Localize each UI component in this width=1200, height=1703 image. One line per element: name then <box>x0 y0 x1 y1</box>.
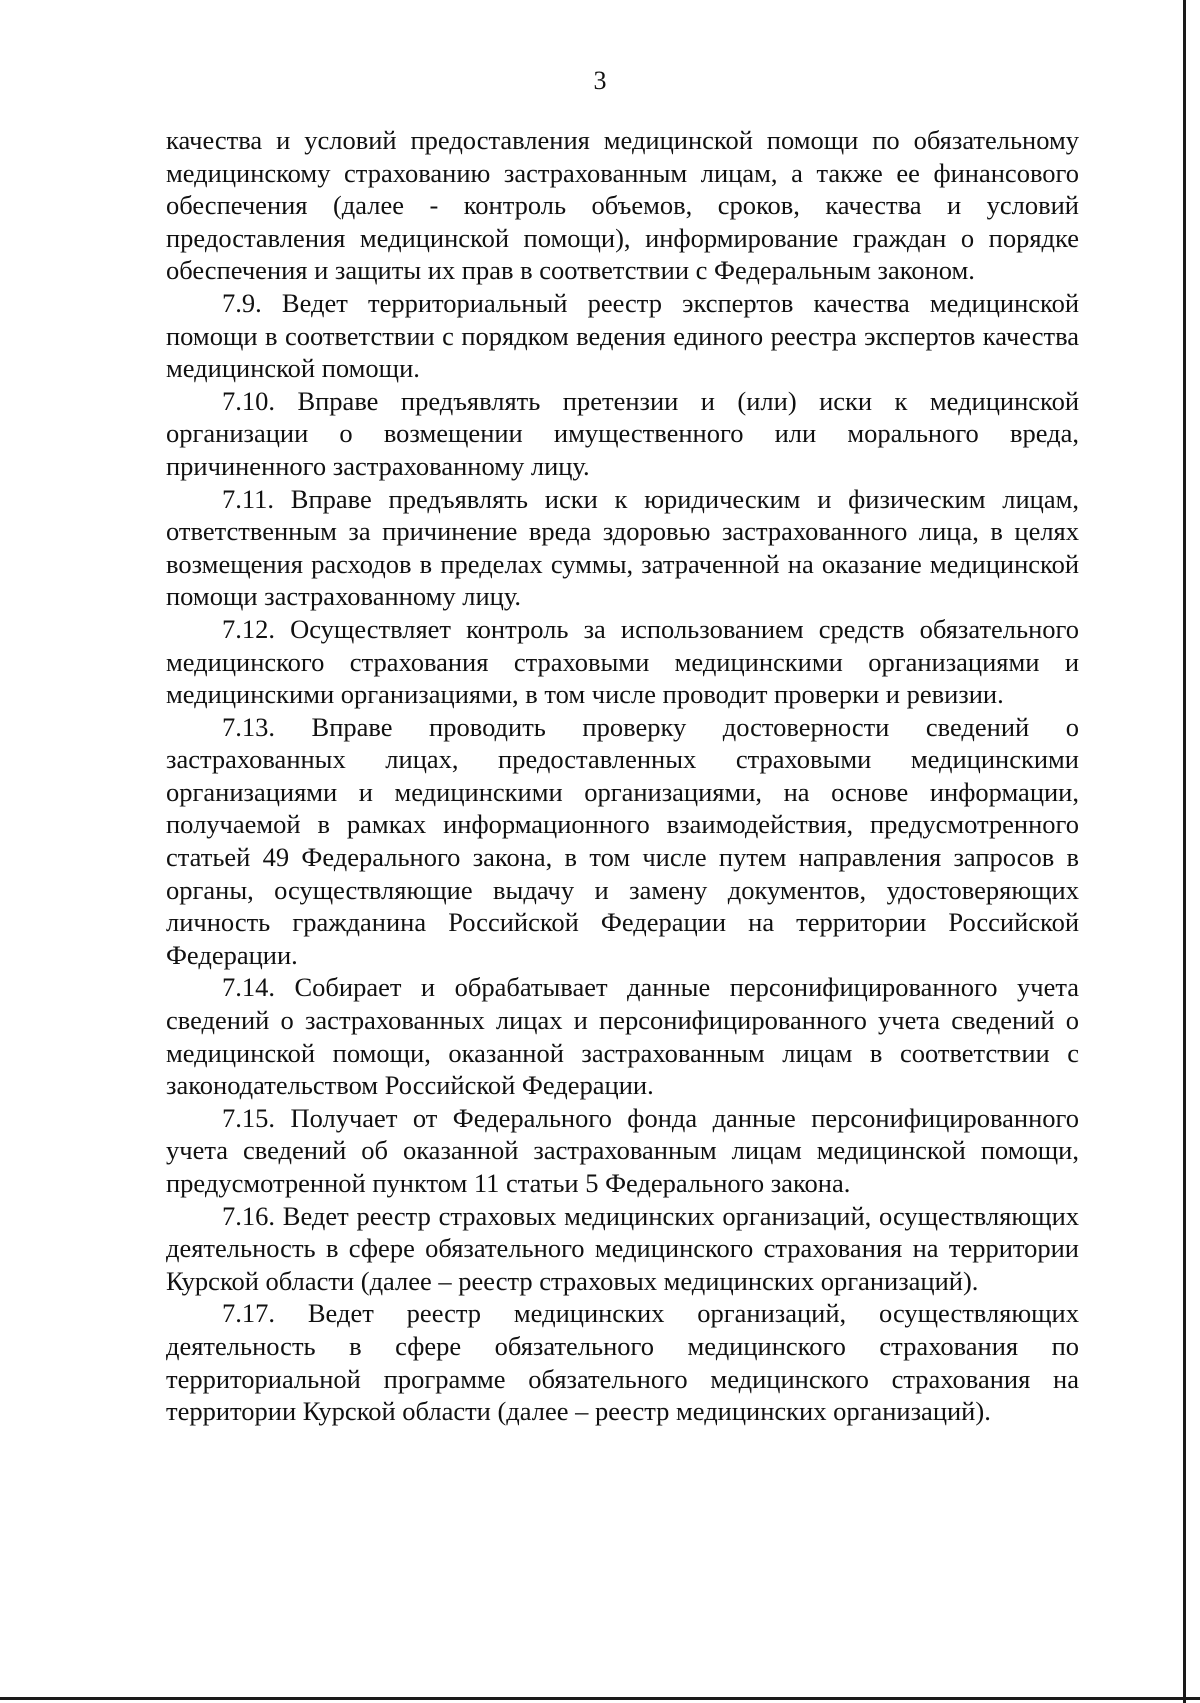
page-number: 3 <box>593 66 607 95</box>
paragraph-7-10: 7.10. Вправе предъявлять претензии и (или) иски к медицинской организации о возмещении имущественного или морального вреда, причиненного застрахованному лицу. <box>166 385 1079 481</box>
paragraph-7-15: 7.15. Получает от Федерального фонда данные персонифицированного учета сведений об оказанной застрахованным лицам медицинской помощи, предусмотренной пунктом 11 статьи 5 Федерального закона. <box>166 1102 1079 1198</box>
paragraph-7-17: 7.17. Ведет реестр медицинских организаций, осуществляющих деятельность в сфере обязательного медицинского страхования по территориальной программе обязательного медицинского страхования на территории Курской области (далее – реестр медицинских организаций). <box>166 1298 1079 1427</box>
paragraph-7-16: 7.16. Ведет реестр страховых медицинских организаций, осуществляющих деятельность в сфере обязательного медицинского страхования на территории Курской области (далее – реестр страховых медицинских организаций). <box>166 1200 1079 1296</box>
paragraph-7-13: 7.13. Вправе проводить проверку достоверности сведений о застрахованных лицах, предоставленных страховыми медицинскими организациями и медицинскими организациями, на основе информации, получаемой в рамках информационного взаимодействия, предусмотренного статьей 49 Федерального закона, в том числе путем направления запросов в органы, осуществляющие выдачу и замену документов, удостоверяющих личность гражданина Российской Федерации на территории Российской Федерации. <box>166 711 1079 970</box>
scan-border-bottom <box>0 1697 1200 1700</box>
scan-border-right <box>1183 0 1186 1703</box>
paragraph-7-14: 7.14. Собирает и обрабатывает данные персонифицированного учета сведений о застрахованных лицах и персонифицированного учета сведений о медицинской помощи, оказанной застрахованным лицам в соответствии с законодательством Российской Федерации. <box>166 972 1079 1101</box>
document-body <box>166 124 1079 1428</box>
paragraph-7-12: 7.12. Осуществляет контроль за использованием средств обязательного медицинского страхования страховыми медицинскими организациями и медицинскими организациями, в том числе проводит проверки и ревизии. <box>166 613 1079 710</box>
paragraph-continuation: качества и условий предоставления медицинской помощи по обязательному медицинскому страхованию застрахованным лицам, а также ее финансового обеспечения (далее - контроль объемов, сроков, качества и условий предоставления медицинской помощи), информирование граждан о порядке обеспечения и защиты их прав в соответствии с Федеральным законом. <box>166 125 1079 286</box>
paragraph-7-11: 7.11. Вправе предъявлять иски к юридическим и физическим лицам, ответственным за причинение вреда здоровью застрахованного лица, в целях возмещения расходов в пределах суммы, затраченной на оказание медицинской помощи застрахованному лицу. <box>166 483 1079 612</box>
paragraph-7-9: 7.9. Ведет территориальный реестр экспертов качества медицинской помощи в соответствии с порядком ведения единого реестра экспертов качества медицинской помощи. <box>166 287 1079 384</box>
